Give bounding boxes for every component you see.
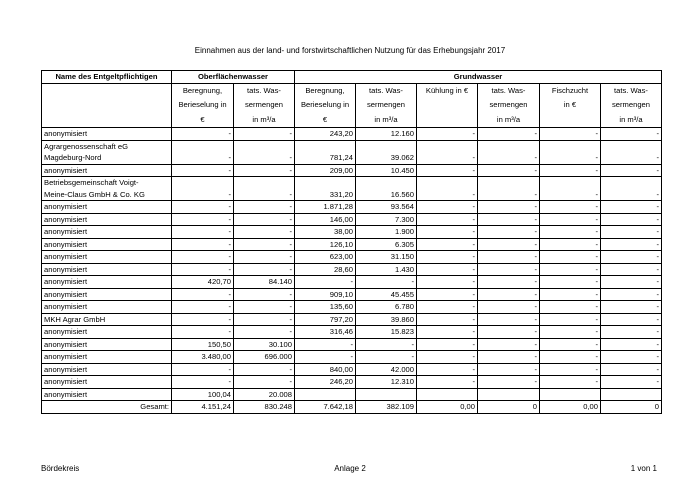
subheader-line: Beregnung, (182, 85, 223, 95)
value-cell: - (417, 177, 478, 201)
payer-name-line: Meine-Claus GmbH & Co. KG (44, 189, 145, 199)
payer-name (42, 263, 172, 276)
payer-name (42, 276, 172, 289)
value-cell: 6.780 (356, 301, 417, 314)
value-cell: - (478, 177, 540, 201)
table-row (42, 388, 662, 401)
subheader-line: Berieselung in (178, 100, 227, 109)
value-cell: - (234, 164, 295, 177)
subheader-cell (417, 83, 478, 128)
payer-name-line: anonymisiert (44, 302, 88, 311)
value-cell: 623,00 (295, 251, 356, 264)
header-name-column: Name des Entgeltpflichtigen (42, 71, 172, 84)
value-cell (540, 388, 601, 401)
subheader-line: € (200, 114, 205, 124)
revenue-table (41, 70, 662, 414)
value-cell: 3.480,00 (172, 351, 234, 364)
total-value: 0 (478, 401, 540, 414)
table-row (42, 301, 662, 314)
payer-name (42, 376, 172, 389)
value-cell: - (234, 301, 295, 314)
subheader-line: tats. Was- (491, 85, 526, 95)
value-cell: 909,10 (295, 288, 356, 301)
total-value: 4.151,24 (172, 401, 234, 414)
value-cell: - (478, 238, 540, 251)
value-cell: - (417, 263, 478, 276)
value-cell: - (601, 263, 662, 276)
value-cell: - (295, 351, 356, 364)
value-cell: - (601, 128, 662, 141)
table-row (42, 128, 662, 141)
payer-name-line: anonymisiert (44, 277, 88, 286)
payer-name-line: anonymisiert (44, 389, 88, 399)
payer-name (42, 351, 172, 364)
value-cell: 1.430 (356, 263, 417, 276)
value-cell: - (295, 276, 356, 289)
subheader-line: € (322, 114, 328, 124)
value-cell (356, 388, 417, 401)
value-cell: - (478, 213, 540, 226)
subheader-line: in m³/a (374, 114, 398, 124)
payer-name-line: anonymisiert (44, 327, 88, 336)
document-title: Einnahmen aus der land- und forstwirtschaftlichen Nutzung für das Erhebungsjahr 2017 (194, 46, 506, 55)
table-row (42, 351, 662, 364)
value-cell: - (234, 288, 295, 301)
payer-name-line: anonymisiert (44, 352, 88, 361)
value-cell: - (478, 338, 540, 351)
value-cell: 7.300 (356, 213, 417, 226)
value-cell: - (601, 164, 662, 177)
table-row (42, 213, 662, 226)
subheader-line: Fischzucht (551, 85, 589, 95)
total-value: 830.248 (234, 401, 295, 414)
value-cell: - (417, 201, 478, 214)
subheader-line: in € (563, 100, 577, 109)
value-cell: - (601, 288, 662, 301)
table-row (42, 263, 662, 276)
value-cell: - (478, 276, 540, 289)
subheader-cell (295, 83, 356, 128)
value-cell: 39.860 (356, 313, 417, 326)
value-cell: - (601, 213, 662, 226)
value-cell: - (478, 301, 540, 314)
payer-name-line: MKH Agrar GmbH (44, 314, 106, 324)
value-cell: - (172, 238, 234, 251)
value-cell: - (234, 213, 295, 226)
value-cell: 209,00 (295, 164, 356, 177)
total-value: 0 (601, 401, 662, 414)
value-cell: - (234, 376, 295, 389)
value-cell: - (478, 351, 540, 364)
value-cell: - (234, 363, 295, 376)
subheader-line: tats. Was- (247, 85, 281, 95)
payer-name (42, 164, 172, 177)
value-cell: - (417, 276, 478, 289)
payer-name (42, 128, 172, 141)
value-cell: - (172, 140, 234, 164)
header-ground-water: Grundwasser (295, 71, 662, 84)
value-cell: 840,00 (295, 363, 356, 376)
payer-name (42, 140, 172, 164)
value-cell: - (601, 251, 662, 264)
value-cell: 16.560 (356, 177, 417, 201)
value-cell: 243,20 (295, 128, 356, 141)
value-cell: - (356, 276, 417, 289)
value-cell: - (417, 301, 478, 314)
value-cell: - (172, 376, 234, 389)
value-cell: - (540, 313, 601, 326)
value-cell: - (172, 177, 234, 201)
value-cell: - (540, 238, 601, 251)
table-row (42, 226, 662, 239)
value-cell: - (172, 326, 234, 339)
table-row (42, 376, 662, 389)
value-cell: 150,50 (172, 338, 234, 351)
value-cell: 781,24 (295, 140, 356, 164)
subheader-row (42, 83, 662, 128)
value-cell: - (540, 351, 601, 364)
value-cell: - (540, 177, 601, 201)
payer-name-line: anonymisiert (44, 364, 88, 374)
value-cell: 39.062 (356, 140, 417, 164)
value-cell: - (601, 301, 662, 314)
value-cell: - (234, 140, 295, 164)
value-cell: 797,20 (295, 313, 356, 326)
value-cell: 420,70 (172, 276, 234, 289)
table-row (42, 238, 662, 251)
value-cell: - (540, 213, 601, 226)
payer-name-line: anonymisiert (44, 129, 88, 138)
value-cell: - (601, 351, 662, 364)
payer-name-line: anonymisiert (44, 214, 88, 224)
value-cell: 30.100 (234, 338, 295, 351)
value-cell: - (540, 140, 601, 164)
value-cell: - (601, 376, 662, 389)
value-cell: - (601, 201, 662, 214)
subheader-line: tats. Was- (369, 85, 403, 95)
payer-name (42, 226, 172, 239)
table-row (42, 326, 662, 339)
value-cell: - (417, 128, 478, 141)
payer-name (42, 213, 172, 226)
footer-right: 1 von 1 (630, 464, 657, 473)
value-cell: - (540, 326, 601, 339)
value-cell: 246,20 (295, 376, 356, 389)
value-cell: 28,60 (295, 263, 356, 276)
payer-name-line: anonymisiert (44, 264, 88, 274)
value-cell: - (601, 363, 662, 376)
payer-name-line: anonymisiert (44, 289, 88, 299)
subheader-line (542, 113, 598, 128)
value-cell: - (234, 201, 295, 214)
table-row (42, 251, 662, 264)
table-row (42, 276, 662, 289)
value-cell: - (478, 313, 540, 326)
value-cell: - (601, 276, 662, 289)
payer-name (42, 388, 172, 401)
value-cell: - (540, 201, 601, 214)
value-cell: - (540, 128, 601, 141)
value-cell: - (478, 363, 540, 376)
value-cell: - (234, 313, 295, 326)
payer-name-line: Magdeburg-Nord (44, 153, 102, 162)
subheader-cell (172, 83, 234, 128)
subheader-line: sermengen (489, 100, 528, 109)
value-cell: - (417, 351, 478, 364)
value-cell: - (478, 376, 540, 389)
value-cell: - (172, 201, 234, 214)
subheader-cell (356, 83, 417, 128)
value-cell: - (234, 177, 295, 201)
value-cell: - (540, 338, 601, 351)
total-value: 0,00 (417, 401, 478, 414)
value-cell: 1.871,28 (295, 201, 356, 214)
value-cell: - (478, 326, 540, 339)
value-cell: - (234, 128, 295, 141)
value-cell: - (172, 164, 234, 177)
total-label: Gesamt: (42, 401, 172, 414)
footer-center: Anlage 2 (334, 464, 366, 473)
table-row (42, 288, 662, 301)
payer-name-line: anonymisiert (44, 252, 88, 261)
value-cell: - (540, 301, 601, 314)
value-cell: - (540, 226, 601, 239)
value-cell: - (478, 251, 540, 264)
table-row (42, 164, 662, 177)
value-cell: - (172, 226, 234, 239)
value-cell: 93.564 (356, 201, 417, 214)
subheader-line: Berieselung in (300, 100, 350, 109)
value-cell: - (417, 140, 478, 164)
value-cell: - (540, 276, 601, 289)
value-cell: 316,46 (295, 326, 356, 339)
value-cell: - (417, 251, 478, 264)
payer-name (42, 301, 172, 314)
value-cell: 100,04 (172, 388, 234, 401)
subheader-line: sermengen (245, 100, 283, 109)
value-cell: - (417, 326, 478, 339)
subheader-line: in m³/a (252, 114, 276, 124)
value-cell: - (234, 238, 295, 251)
value-cell: - (417, 313, 478, 326)
total-row (42, 401, 662, 414)
payer-name (42, 338, 172, 351)
value-cell: - (417, 288, 478, 301)
subheader-line (419, 98, 475, 113)
value-cell: - (417, 164, 478, 177)
value-cell: - (234, 326, 295, 339)
value-cell: - (601, 313, 662, 326)
value-cell: - (478, 201, 540, 214)
value-cell: - (601, 140, 662, 164)
value-cell: - (172, 263, 234, 276)
value-cell: - (478, 140, 540, 164)
subheader-line: in m³/a (496, 114, 521, 124)
table-row (42, 201, 662, 214)
value-cell: - (478, 128, 540, 141)
table-row (42, 177, 662, 201)
subheader-line (419, 113, 475, 128)
subheader-line: sermengen (612, 100, 650, 109)
payer-name (42, 326, 172, 339)
total-value: 382.109 (356, 401, 417, 414)
payer-name-line: anonymisiert (44, 339, 88, 349)
value-cell: - (540, 251, 601, 264)
value-cell: 146,00 (295, 213, 356, 226)
subheader-line: Beregnung, (305, 85, 345, 95)
value-cell: - (478, 263, 540, 276)
value-cell: - (172, 251, 234, 264)
value-cell: - (295, 338, 356, 351)
value-cell: - (172, 313, 234, 326)
subheader-cell (234, 83, 295, 128)
value-cell: - (540, 376, 601, 389)
value-cell: - (417, 363, 478, 376)
value-cell: 12.160 (356, 128, 417, 141)
value-cell: - (601, 177, 662, 201)
value-cell: - (601, 326, 662, 339)
value-cell: - (540, 263, 601, 276)
table-row (42, 338, 662, 351)
value-cell: - (172, 213, 234, 226)
value-cell: 42.000 (356, 363, 417, 376)
value-cell: - (356, 338, 417, 351)
total-value: 7.642,18 (295, 401, 356, 414)
value-cell: 6.305 (356, 238, 417, 251)
payer-name (42, 288, 172, 301)
subheader-cell (601, 83, 662, 128)
subheader-line: in m³/a (619, 114, 643, 124)
value-cell: - (417, 238, 478, 251)
value-cell: - (356, 351, 417, 364)
value-cell: - (540, 164, 601, 177)
value-cell: - (234, 263, 295, 276)
payer-name-line: anonymisiert (44, 239, 88, 249)
value-cell: - (172, 128, 234, 141)
payer-name (42, 177, 172, 201)
value-cell: 15.823 (356, 326, 417, 339)
value-cell: 84.140 (234, 276, 295, 289)
value-cell: - (478, 164, 540, 177)
payer-name-line: anonymisiert (44, 227, 88, 236)
value-cell: 38,00 (295, 226, 356, 239)
value-cell (295, 388, 356, 401)
value-cell: - (172, 363, 234, 376)
value-cell: - (417, 376, 478, 389)
value-cell: 20.008 (234, 388, 295, 401)
payer-name (42, 238, 172, 251)
value-cell: - (417, 213, 478, 226)
value-cell: 10.450 (356, 164, 417, 177)
value-cell: 696.000 (234, 351, 295, 364)
value-cell: - (417, 226, 478, 239)
payer-name (42, 201, 172, 214)
table-row (42, 363, 662, 376)
value-cell: - (601, 226, 662, 239)
value-cell: - (234, 251, 295, 264)
value-cell: - (417, 338, 478, 351)
value-cell: - (478, 288, 540, 301)
value-cell: - (172, 301, 234, 314)
value-cell (601, 388, 662, 401)
subheader-line: sermengen (367, 100, 405, 109)
value-cell: 126,10 (295, 238, 356, 251)
value-cell: 1.900 (356, 226, 417, 239)
payer-name (42, 313, 172, 326)
value-cell: - (172, 288, 234, 301)
value-cell: 135,60 (295, 301, 356, 314)
payer-name-line: Betriebsgemeinschaft Voigt- (44, 178, 139, 187)
payer-name-line: anonymisiert (44, 202, 88, 211)
payer-name-line: anonymisiert (44, 377, 88, 386)
header-name-spacer (42, 83, 172, 128)
table-row (42, 313, 662, 326)
value-cell (417, 388, 478, 401)
subheader-line: tats. Was- (614, 85, 648, 95)
value-cell: - (540, 363, 601, 376)
value-cell: - (478, 226, 540, 239)
subheader-cell (478, 83, 540, 128)
footer-left: Bördekreis (41, 464, 80, 473)
value-cell: 12.310 (356, 376, 417, 389)
payer-name (42, 251, 172, 264)
payer-name-line: Agrargenossenschaft eG (44, 141, 129, 151)
value-cell: - (601, 238, 662, 251)
payer-name-line: anonymisiert (44, 165, 88, 175)
value-cell (478, 388, 540, 401)
table-body (42, 128, 662, 414)
value-cell: 45.455 (356, 288, 417, 301)
subheader-line: Kühlung in € (425, 85, 469, 95)
payer-name (42, 363, 172, 376)
total-value: 0,00 (540, 401, 601, 414)
value-cell: 31.150 (356, 251, 417, 264)
subheader-cell (540, 83, 601, 128)
value-cell: - (234, 226, 295, 239)
value-cell: 331,20 (295, 177, 356, 201)
value-cell: - (540, 288, 601, 301)
table-row (42, 140, 662, 164)
header-surface-water: Oberflächenwasser (172, 71, 295, 84)
value-cell: - (601, 338, 662, 351)
